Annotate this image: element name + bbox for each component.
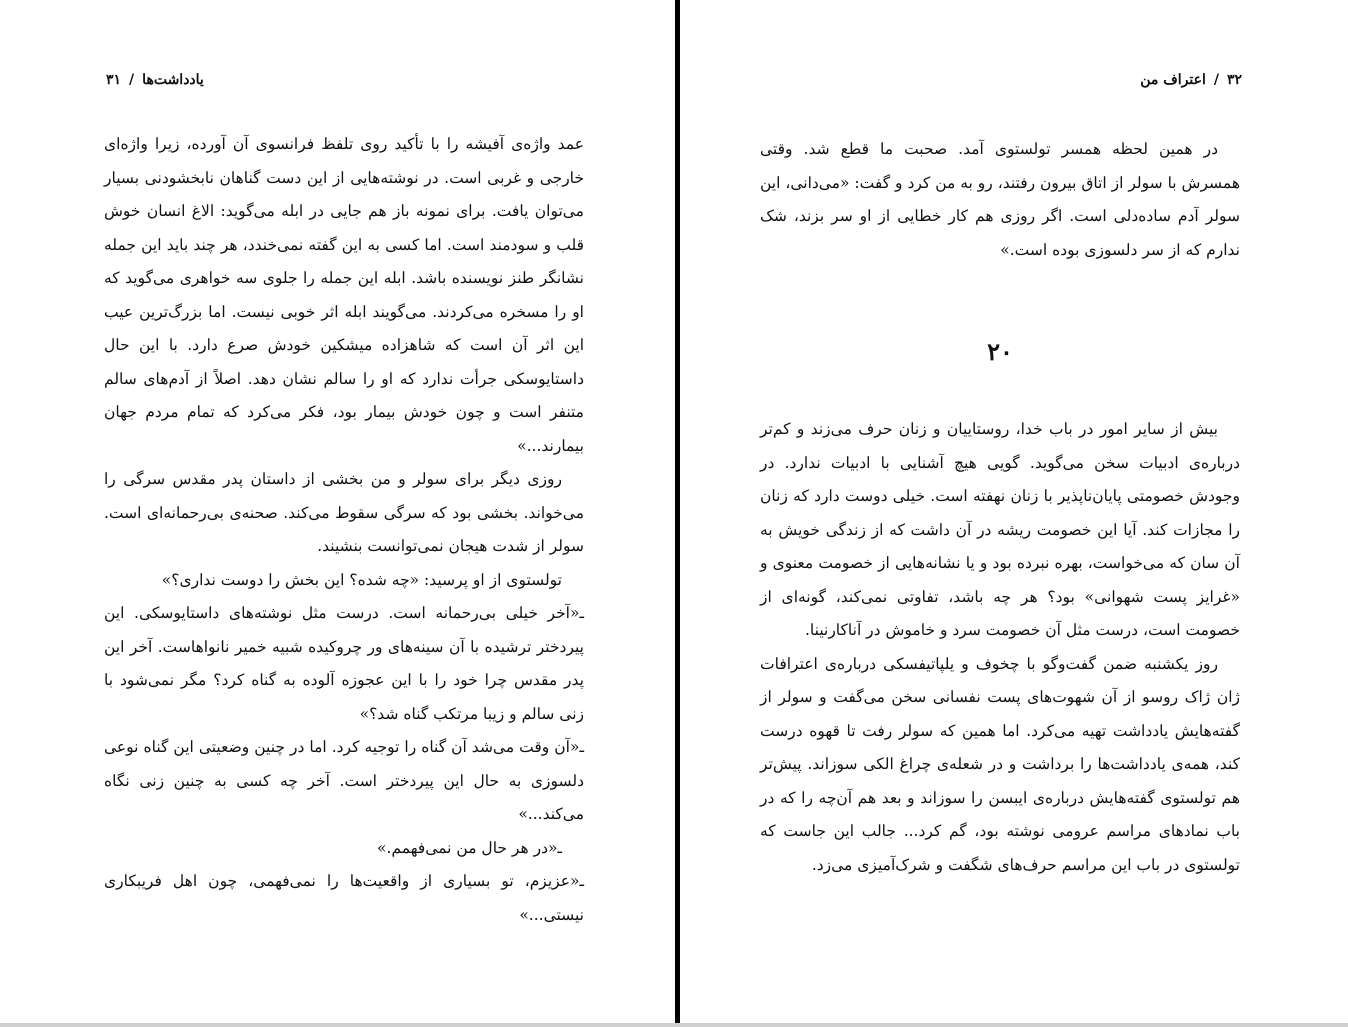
header-separator: / xyxy=(129,72,135,88)
right-page-body xyxy=(760,133,1240,882)
paragraph: در همین لحظه همسر تولستوی آمد. صحبت ما قطع شد. وقتی همسرش با سولر از اتاق بیرون رفتند، رو به من کرد و گفت: «می‌دانی، این سولر آدم ساده‌دلی است. اگر روزی هم کار خطایی از او سر بزند، شک ندارم که از سر دلسوزی بوده است.» xyxy=(760,140,1240,259)
left-page-header xyxy=(106,72,204,88)
paragraph: روزی دیگر برای سولر و من بخشی از داستان پدر مقدس سرگی را می‌خواند. بخشی بود که سرگی سقوط می‌کند. صحنه‌ی بی‌رحمانه‌ای است. سولر از شدت هیجان نمی‌توانست بنشیند. xyxy=(104,470,584,555)
page-bottom-edge xyxy=(0,1023,1348,1027)
chapter-number: ۲۰ xyxy=(987,337,1013,366)
paragraph: روز یکشنبه ضمن گفت‌وگو با چخوف و یلپاتیفسکی درباره‌ی اعترافات ژان ژاک روسو از آن شهوت‌های پست نفسانی سخن می‌گفت و سولر از گفته‌هایش یادداشت تهیه می‌کرد. اما همین که سولر رفت تا قهوه درست کند، همه‌ی یادداشت‌ها را برداشت و در شعله‌ی چراغ الکی سوزاند. پیش‌تر هم تولستوی گفته‌هایش درباره‌ی ایبسن را سوزاند و بعد هم آن‌چه را که در باب نمادهای مراسم عرومی نوشته بود، گم کرد... جالب این جاست که تولستوی در باب این مراسم حرف‌های شگفت و شرک‌آمیزی می‌زد. xyxy=(760,654,1240,874)
right-page-header xyxy=(1140,72,1242,88)
paragraph: ـ«عزیزم، تو بسیاری از واقعیت‌ها را نمی‌فهمی، چون اهل فریبکاری نیستی...» xyxy=(104,872,584,924)
right-page-number: ۳۲ xyxy=(1226,72,1242,88)
paragraph: تولستوی از او پرسید: «چه شده؟ این بخش را دوست نداری؟» xyxy=(161,570,562,589)
paragraph: عمد واژه‌ی آفیشه را با تأکید روی تلفظ فرانسوی آن آورده، زیرا واژه‌ای خارجی و غربی است. در نوشته‌هایی از این دست گناهان نابخشودنی بسیار می‌توان یافت. برای نمونه باز هم جایی در ابله می‌گوید: الاغ انسان خوش قلب و سودمند است. اما کسی به این گفته نمی‌خندد، هر چند باید این جمله نشانگر طنز نویسنده باشد. ابله این جمله را جلوی سه خواهری می‌گوید که او را مسخره می‌کردند. می‌گویند ابله اثر خوبی نیست. اما بزرگ‌ترین عیب این اثر آن است که شاهزاده میشکین خودش صرع دارد. با این حال داستایوسکی جرأت ندارد که او را سالم نشان دهد. اصلاً از آدم‌های سالم متنفر است و چون خودش بیمار بود، فکر می‌کرد که تمام مردم جهان بیمارند...» xyxy=(104,135,584,455)
paragraph: ـ«در هر حال من نمی‌فهمم.» xyxy=(377,838,562,857)
left-page-body xyxy=(104,128,584,932)
right-page xyxy=(680,0,1348,1027)
left-page-number: ۳۱ xyxy=(106,72,122,88)
header-separator: / xyxy=(1213,72,1219,88)
right-running-title: اعتراف من xyxy=(1140,72,1206,88)
paragraph: ـ«آن وقت می‌شد آن گناه را توجیه کرد. اما در چنین وضعیتی این گناه نوعی دلسوزی به حال این پیردختر است. آخر چه کسی به چنین زنی نگاه می‌کند...» xyxy=(104,738,584,823)
left-running-title: یادداشت‌ها xyxy=(142,72,204,88)
paragraph: بیش از سایر امور در باب خدا، روستاییان و زنان حرف می‌زند و کم‌تر درباره‌ی ادبیات سخن می‌گوید. گویی هیچ آشنایی با ادبیات ندارد. در وجودش خصومتی پایان‌ناپذیر با زنان نهفته است. خیلی دوست دارد که زنان را مجازات کند. آیا این خصومت ریشه در آن داشت که از زندگی خویش به آن سان که می‌خواست، بهره نبرده بود و یا نشانه‌هایی از خصومت معنوی و «غرایز پست شهوانی» بود؟ هر چه باشد، تفاوتی نمی‌کند، گونه‌ای از خصومت است، درست مثل آن خصومت سرد و خاموش در آناکارنینا. xyxy=(760,420,1240,639)
paragraph: ـ«آخر خیلی بی‌رحمانه است. درست مثل نوشته‌های داستایوسکی. این پیردختر ترشیده با آن سینه‌های ور چروکیده شبیه خمیر نانواهاست. آخر این پدر مقدس چرا خود را با این عجوزه آلوده به گناه کرد؟ مگر نمی‌شود با زنی سالم و زیبا مرتکب گناه شد؟» xyxy=(104,604,584,723)
